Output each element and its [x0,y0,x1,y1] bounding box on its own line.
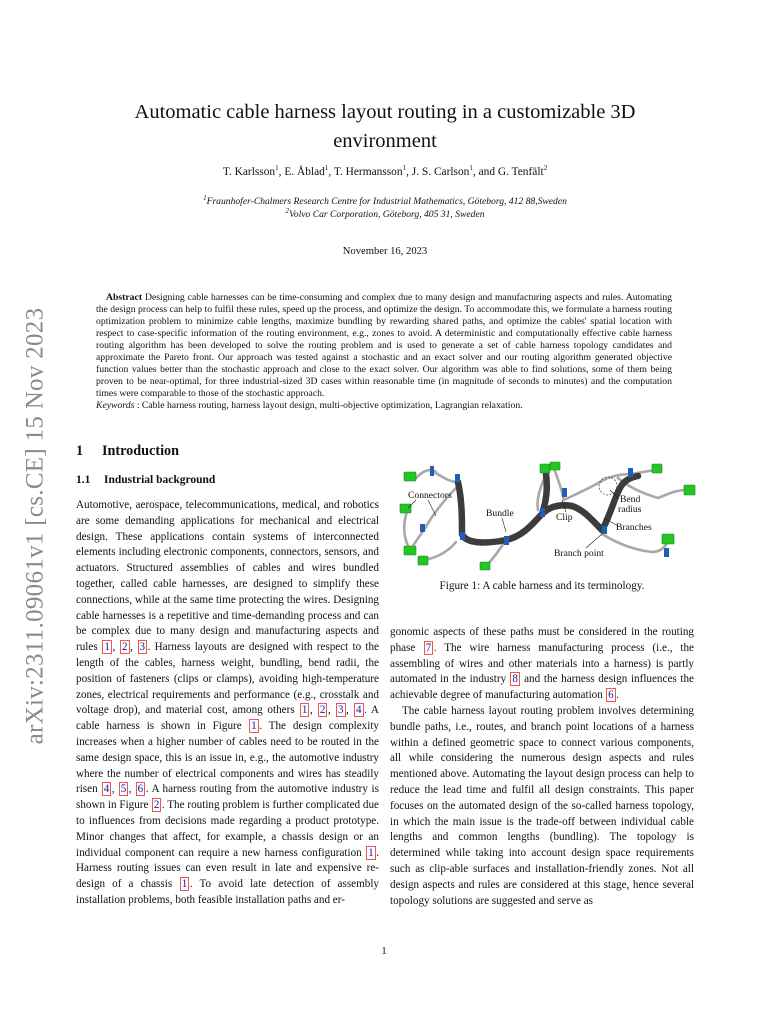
citation-link[interactable]: 4 [356,704,362,717]
label-clip: Clip [556,512,573,523]
abstract [96,292,672,412]
citation-link[interactable]: 1 [181,878,188,891]
abstract-label: Abstract [106,292,143,303]
abstract-text: Designing cable harnesses can be time-consuming and complex due to many design and manufacturing aspects and rules. Automating the design process can help to fulfil these rules, speed up the process, and optimize the design. To accommodate this, we formulate a harness routing optimization problem to minimize cable lengths, maximize bundling by rewarding shared paths, and optimize the cables' spatial location with respect to case-specific information of the routing environment, e.g., zones to avoid. A deterministic and computationally effective cable harness routing algorithm has been developed to solve the routing problem and is used to generate a set of cable harness topology candidates and approximate the Pareto front. Our approach was tested against a stochastic and an exact solver and our routing algorithm generated objective function values better than the stochastic approach and close to the exact solver. Our algorithm was able to find solutions, some of them being proven to be near-optimal, for three industrial-sized 3D cases within reasonable time (in magnitude of seconds to minutes) and the computation times were comparable to those of the stochastic approach. [96,292,673,400]
affiliation-text: Volvo Car Corporation, Göteborg, 405 31, Sweden [288,209,485,220]
citation-link[interactable]: 2 [153,799,160,812]
subsection-title: Industrial background [104,474,216,486]
label-radius: radius [618,504,642,515]
section-heading [76,443,179,460]
author: T. Hermansson [333,166,403,178]
figure-1-caption: Figure 1: A cable harness and its terminology. [439,580,645,592]
citation-link[interactable]: 1 [301,704,308,717]
author-affiliation-mark: 1 [469,164,473,173]
keywords-text: : Cable harness routing, harness layout design, multi-objective optimization, Lagrangian relaxation. [136,400,523,412]
section-number: 1 [76,443,84,459]
affiliation-number: 2 [285,206,289,215]
paragraph: The cable harness layout routing problem involves determining bundle paths, i.e., routes, and branch point locations of a harness within a defined geometric space to connect various components, all while considering the numerous design aspects and rules mentioned above. Automating the layout design process can help to reduce the lead time and fulfil all design constraints. This paper focuses on the automated design of the so-called harness topology, in which the main issue is the trade-off between individual cable lengths and common lengths (bundling). The topology is determined while taking into account design space requirements such as clip-able surfaces and installation-friendly zones. Not all design aspects and rules are considered at this stage, hence several topology solutions are suggested and serve as [390,704,694,907]
keywords-label: Keywords [96,400,135,412]
affiliation-2 [80,208,690,221]
arxiv-id-text: arXiv:2311.09061v1 [cs.CE] 15 Nov 2023 [21,307,49,745]
citation-link[interactable]: 3 [139,641,146,654]
arxiv-sidebar-id [20,306,50,746]
citation-link[interactable]: 8 [512,673,518,686]
author: G. Tenfält [497,166,544,178]
citation-link[interactable]: 1 [104,641,110,654]
label-bend: Bend [620,494,641,505]
author-affiliation-mark: 1 [324,164,329,173]
affiliations [80,195,690,221]
label-branches: Branches [616,522,652,533]
citation-link[interactable]: 2 [121,641,128,654]
cable-harness-diagram [396,460,702,572]
author-affiliation-mark: 1 [402,164,407,173]
paragraph: Automotive, aerospace, telecommunications, medical, and robotics are some demanding applications for mechanical and electrical design. These applications contain systems of interconnected elements including electronic components, connectors, sensors, and actuators. Structured assemblies of cables and wires bundled together, called cable harnesses, are designed to simplify these connections, while at the same time protecting the wires. Designing cable harnesses is a repetitive and time-demanding process and can be complex due to many design and manufacturing aspects and rules 1 , 2 , 3 . Harness layouts are designed with respect to the length of the cables, harness weight, bundling, bend radii, the position of fasteners (clips or clamps), avoiding high-temperature zones, electrical requirements and performance (e.g., crosstalk and voltage drop), and material cost, among others 1 , 2 , 3 , 4 . A cable harness is shown in Figure 1 . The design complexity increases when a higher number of cables need to be routed in the same design space, this is an issue in, e.g., the automotive industry where the number of electrical components and wires has steadily risen 4 , 5 , 6 . A harness routing from the automotive industry is shown in Figure 2 . The routing problem is further complicated due to influences from decisions made regarding a product prototype. Minor changes that affect, for example, a chassis design or an individual component can require a new harness configuration 1 . Harness routing issues can even result in late and expensive re-design of a chassis 1 . To avoid late detection of assembly installation problems, both feasible installation paths and er- [76,499,380,906]
paper-date: November 16, 2023 [342,246,428,257]
label-branch-point: Branch point [554,548,604,559]
citation-link[interactable]: 4 [103,783,110,796]
label-bundle: Bundle [486,508,514,519]
citation-link[interactable]: 6 [608,689,614,702]
citation-link[interactable]: 1 [251,720,257,733]
citation-link[interactable]: 2 [319,704,326,717]
citation-link[interactable]: 3 [337,704,344,717]
author-list: T. Karlsson$^1$, E. Åblad$^1$, T. Hermansson$^1$, J. S. Carlson$^1$, and G. Tenfält$^2$ [222,164,548,178]
author-affiliation-mark: 1 [275,164,279,173]
author: E. Åblad [284,166,325,178]
paragraph: gonomic aspects of these paths must be considered in the routing phase 7 . The wire harness manufacturing process (i.e., the assembling of wires and other materials into a harness) is partly automated in the industry 8 and the harness design influences the achievable degree of manufacturing automation 6 . [390,626,695,702]
figure-1 [396,460,702,572]
affiliation-1 [80,195,690,208]
affiliation-text: Fraunhofer-Chalmers Research Centre for Industrial Mathematics, Göteborg, 412 88,Sweden [206,196,567,207]
citation-link[interactable]: 6 [137,783,144,796]
author: T. Karlsson [222,166,276,178]
right-column [390,625,694,909]
label-connectors: Connectors [408,490,452,501]
citation-link[interactable]: 7 [425,641,432,654]
page-number: 1 [381,945,387,957]
subsection-heading [76,474,215,486]
paper-title: Automatic cable harness layout routing in a customizable 3D environment [134,101,636,152]
section-title: Introduction [102,443,179,459]
author: J. S. Carlson [411,166,470,178]
affiliation-number: 1 [203,193,207,202]
subsection-number: 1.1 [76,474,91,486]
citation-link[interactable]: 1 [368,846,374,859]
author-affiliation-mark: 2 [543,164,548,173]
citation-link[interactable]: 5 [120,783,127,796]
left-column [76,498,379,909]
